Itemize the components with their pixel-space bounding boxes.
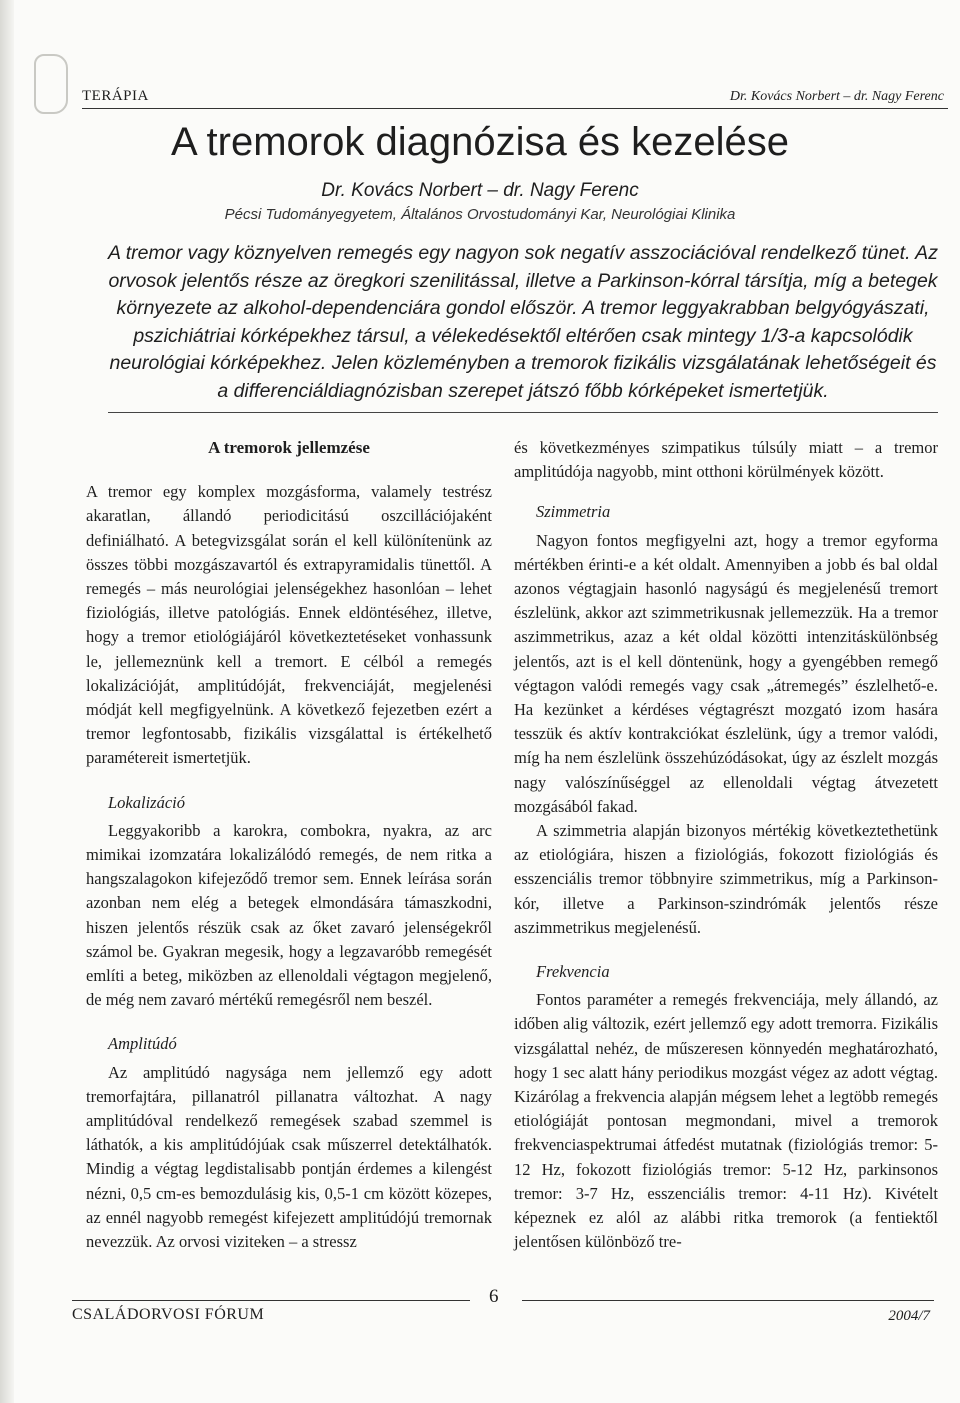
- binder-hole-outline: [34, 54, 68, 114]
- subheading-symmetry: Szimmetria: [536, 502, 611, 522]
- left-column: [86, 436, 492, 1254]
- footer-rule-left: [72, 1300, 470, 1301]
- page-number: 6: [489, 1286, 499, 1307]
- localization-paragraph: Leggyakoribb a karokra, combokra, nyakra, az arc mimikai izomzatára lokalizálódó remegés, de nem ritka a hangszalagokon kifejeződő tremor sem. Ennek leírása során azonban nem elég a betegek elmondására támaszkodni, hiszen jelentős részük csak az őket zavaró jelenségekről számol be. Gyakran megesik, hogy a legzavaróbb remegését említi a beteg, miközben az ellenoldali végtagon megjelenő, de még nem zavaró mértékű remegésről nem beszél.: [86, 820, 492, 1010]
- frequency-paragraph: Fontos paraméter a remegés frekvenciája, mely állandó, az időben alig változik, ezért jellemző egy adott tremorra. Fizikális vizsgálattal nehéz, de műszeresen könnyedén meghatározható, hogy 1 sec alatt hány periodikus mozgást végez az adott végtag. Kizárólag a frekvencia alapján mégsem lehet a legtöbb remegés etiológiáját pontosan megmondani, mivel a tremorok frekvenciaspektrumai átfedést mutatnak (fiziológiás tremor: 5-12 Hz, fokozott fiziológiás tremor: 5-12 Hz, parkinsonos tremor: 3-7 Hz, esszenciális tremor: 4-11 Hz). Kivételt képeznek ez alól az alábbi ritka tremorok (a fentiektől jelentősen különböző tre-: [514, 990, 938, 1252]
- article-authors: Dr. Kovács Norbert – dr. Nagy Ferenc: [321, 180, 639, 201]
- subheading-frequency: Frekvencia: [536, 962, 610, 982]
- journal-name: CSALÁDORVOSI FÓRUM: [72, 1306, 265, 1323]
- article-title: A tremorok diagnózisa és kezelése: [170, 120, 790, 164]
- abstract-divider: [108, 412, 938, 413]
- subheading-amplitude: Amplitúdó: [108, 1034, 177, 1054]
- continuation-paragraph: és következményes szimpatikus túlsúly miatt – a tremor amplitúdója nagyobb, mint otthoni körülmények között.: [514, 438, 938, 482]
- running-authors: Dr. Kovács Norbert – dr. Nagy Ferenc: [729, 89, 944, 104]
- intro-paragraph: A tremor egy komplex mozgásforma, valamely testrész akaratlan, állandó periodicitású oszcillációjaként definiálható. A betegvizsgálat során el kell különítenünk az összes többi mozgászavartól és extrapyramidalis tünettől. A remegés – más neurológiai jelenségekhez hasonlóan – lehet fiziológiás, illetve patológiás. Ennek eldöntéséhez, illetve, hogy a tremor etiológiájáról következtetéseket vonhassunk le, jellemeznünk kell a tremort. E célból a remegés lokalizációját, amplitúdóját, frekvenciáját, megjelenési módját kell megfigyelnünk. A következő fejezetben ezért a tremor legfontosabb, fizikális vizsgálattal is értékelhető paramétereit ismertetjük.: [86, 482, 492, 768]
- page-footer: [72, 1286, 934, 1332]
- right-column: [514, 436, 938, 1255]
- running-header: [82, 86, 948, 109]
- symmetry-paragraph-2: A szimmetria alapján bizonyos mértékig következtethetünk az etiológiára, hiszen a fiziológiás, fokozott fiziológiás és esszenciális tremor többnyire szimmetrikus, míg a Parkinson-kór, illetve a Parkinson-szindrómák jelentős része aszimmetrikus megjelenésű.: [514, 821, 938, 937]
- article-affiliation: Pécsi Tudományegyetem, Általános Orvostudományi Kar, Neurológiai Klinika: [224, 206, 736, 223]
- issue-number: 2004/7: [888, 1308, 930, 1324]
- section-title: A tremorok jellemzése: [208, 438, 370, 457]
- symmetry-paragraph-1: Nagyon fontos megfigyelni azt, hogy a tremor egyforma mértékben érinti-e a két oldalt. Amennyiben a jobb és bal oldal azonos végtagjain hasonló nagyságú és megjelenésű tremort észlelünk, akkor azt szimmetrikusnak jellemezzük. Ha a tremor aszimmetrikus, azaz a két oldal közötti intenzitáskülönbség jelentős, azt is el kell döntenünk, hogy a gyengébben remegő végtagon valódi remegés vagy csak „átremegés” észlelhető-e. Ha kezünket a kérdéses végtagrészt mozgató izom hasára tesszük és aktív kontrakciókat észlelünk, úgy a tremor valódi, míg ha nem észlelünk összehúzódásokat, úgy az észlelt mozgás nagy valószínűséggel az ellenoldali végtag átvezetett mozgásából fakad.: [514, 530, 938, 816]
- article-abstract: A tremor vagy köznyelven remegés egy nagyon sok negatív asszociációval rendelkező tünet. Az orvosok jelentős része az öregkori szenilitással, illetve a Parkinson-kórral társítja, míg a betegek környezete az alkohol-dependenciára gondol először. A tremor leggyakrabban belgyógyászati, pszichiátriai kórképekhez társul, a vélekedésektől eltérően csak mintegy 1/3-a kapcsolódik neurológiai kórképekhez. Jelen közleményben a tremorok fizikális vizsgálatának lehetőségeit és a differenciáldiagnózisban szerepet játszó főbb kórképeket ismertetjük.: [108, 242, 938, 402]
- amplitude-paragraph: Az amplitúdó nagysága nem jellemző egy adott tremorfajtára, pillanatról pillanatra változhat. A nagy amplitúdóval rendelkező remegések szabad szemmel is láthatók, a kis amplitúdójúak csak műszerrel detektálhatók. Mindig a végtag legdistalisabb pontján érdemes a kilengést nézni, 0,5 cm-es bemozdulásig kis, 0,5-1 cm között közepes, az ennél nagyobb remegést kifejezett amplitúdójú tremornak nevezzük. Az orvosi viziteken – a stressz: [86, 1062, 492, 1252]
- footer-rule-right: [522, 1300, 934, 1301]
- subheading-localization: Lokalizáció: [108, 792, 185, 812]
- section-label: TERÁPIA: [82, 88, 149, 104]
